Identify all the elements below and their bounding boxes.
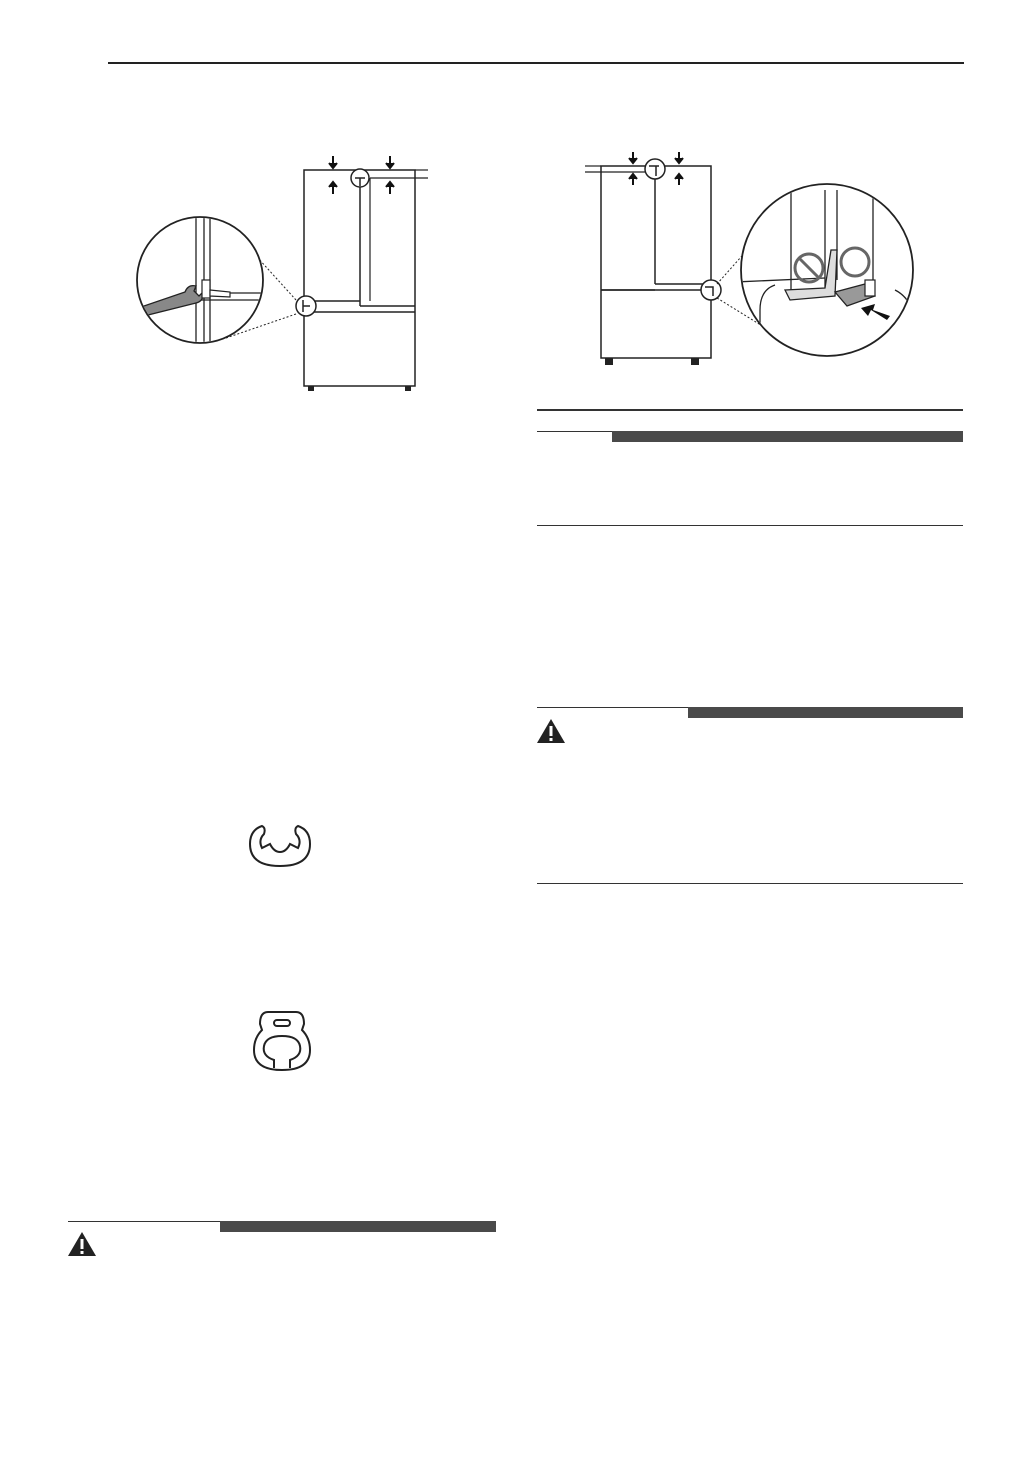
left-warning-band [220,1221,496,1232]
e-ring-clip [248,822,312,870]
warning-band [688,707,963,718]
c-ring-clip [252,1008,312,1074]
warning-icon [536,718,566,744]
warning-end-rule [537,883,963,884]
fridge-door-level-figure-right [585,150,915,370]
header-rule [108,62,964,64]
fridge-door-level-figure-left [130,150,430,400]
warning-icon [67,1231,97,1257]
note-band [612,431,963,442]
section-rule [537,409,963,411]
note-end-rule [537,525,963,526]
